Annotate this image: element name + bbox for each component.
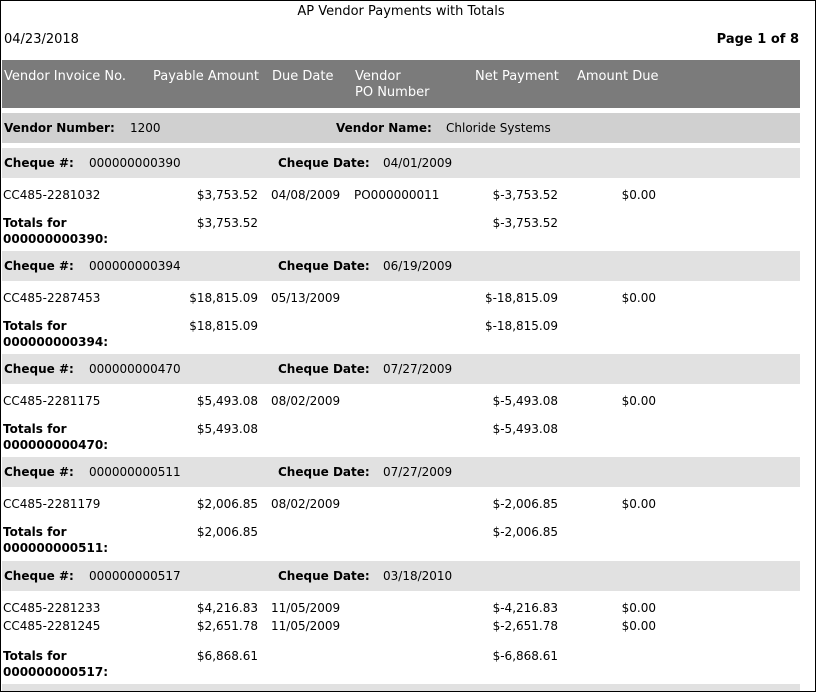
amount-due: $0.00: [621, 394, 656, 408]
totals-for-label: Totals for: [3, 525, 67, 539]
total-net-payment: $-6,868.61: [492, 649, 558, 663]
cheque-number: 000000000390: [89, 156, 181, 170]
cheque-band: [2, 251, 800, 281]
col-vendor-invoice: Vendor Invoice No.: [4, 69, 126, 84]
due-date: 05/13/2009: [271, 291, 341, 305]
due-date: 04/08/2009: [271, 188, 341, 202]
cheque-date-label: Cheque Date:: [278, 465, 370, 479]
col-due-date: Due Date: [272, 69, 334, 84]
payable-amount: $18,815.09: [189, 291, 258, 305]
vendor-band: [2, 113, 800, 143]
totals-cheque-number: 000000000511:: [3, 541, 108, 555]
cheque-number-label: Cheque #:: [4, 569, 74, 583]
cheque-date: 03/18/2010: [383, 569, 453, 583]
payable-amount: $2,651.78: [196, 619, 258, 633]
invoice-number: CC485-2281245: [3, 619, 101, 633]
invoice-row: [1, 394, 801, 410]
due-date: 08/02/2009: [271, 497, 341, 511]
cheque-totals: [1, 216, 801, 250]
amount-due: $0.00: [621, 619, 656, 633]
cheque-number: 000000000394: [89, 259, 181, 273]
cheque-date: 06/19/2009: [383, 259, 453, 273]
net-payment: $-2,006.85: [492, 497, 558, 511]
invoice-row: [1, 497, 801, 513]
cheque-totals: [1, 319, 801, 353]
total-net-payment: $-3,753.52: [492, 216, 558, 230]
total-payable-amount: $18,815.09: [189, 319, 258, 333]
cheque-totals: [1, 525, 801, 559]
cheque-band: [2, 354, 800, 384]
totals-cheque-number: 000000000394:: [3, 335, 108, 349]
cheque-date-label: Cheque Date:: [278, 569, 370, 583]
next-cheque-band: [2, 684, 800, 692]
col-net-payment: Net Payment: [475, 69, 559, 84]
invoice-number: CC485-2281175: [3, 394, 101, 408]
cheque-number: 000000000470: [89, 362, 181, 376]
due-date: 11/05/2009: [271, 619, 341, 633]
amount-due: $0.00: [621, 291, 656, 305]
cheque-totals: [1, 649, 801, 683]
totals-for-label: Totals for: [3, 319, 67, 333]
total-net-payment: $-18,815.09: [484, 319, 558, 333]
totals-cheque-number: 000000000517:: [3, 665, 108, 679]
vendor-number: 1200: [130, 121, 161, 135]
cheque-date-label: Cheque Date:: [278, 362, 370, 376]
net-payment: $-3,753.52: [492, 188, 558, 202]
invoice-number: CC485-2287453: [3, 291, 101, 305]
cheque-band: [2, 457, 800, 487]
total-net-payment: $-5,493.08: [492, 422, 558, 436]
report-title: AP Vendor Payments with Totals: [297, 4, 505, 19]
payable-amount: $5,493.08: [196, 394, 258, 408]
col-payable-amount: Payable Amount: [153, 69, 259, 84]
net-payment: $-5,493.08: [492, 394, 558, 408]
payable-amount: $3,753.52: [196, 188, 258, 202]
cheque-band: [2, 148, 800, 178]
net-payment: $-2,651.78: [492, 619, 558, 633]
invoice-row: [1, 601, 801, 617]
due-date: 11/05/2009: [271, 601, 341, 615]
invoice-row: [1, 619, 801, 635]
net-payment: $-4,216.83: [492, 601, 558, 615]
net-payment: $-18,815.09: [484, 291, 558, 305]
amount-due: $0.00: [621, 497, 656, 511]
amount-due: $0.00: [621, 601, 656, 615]
cheque-band: [2, 561, 800, 591]
totals-for-label: Totals for: [3, 422, 67, 436]
col-amount-due: Amount Due: [577, 69, 659, 84]
cheque-number-label: Cheque #:: [4, 465, 74, 479]
totals-cheque-number: 000000000390:: [3, 232, 108, 246]
report-date: 04/23/2018: [4, 32, 79, 47]
cheque-number-label: Cheque #:: [4, 259, 74, 273]
amount-due: $0.00: [621, 188, 656, 202]
total-net-payment: $-2,006.85: [492, 525, 558, 539]
column-header-bar: [2, 60, 800, 108]
total-payable-amount: $2,006.85: [196, 525, 258, 539]
cheque-date-label: Cheque Date:: [278, 156, 370, 170]
cheque-number: 000000000517: [89, 569, 181, 583]
cheque-number: 000000000511: [89, 465, 181, 479]
col-vendor-po-line2: PO Number: [355, 85, 430, 100]
cheque-number-label: Cheque #:: [4, 156, 74, 170]
cheque-number-label: Cheque #:: [4, 362, 74, 376]
cheque-date: 07/27/2009: [383, 465, 453, 479]
cheque-date-label: Cheque Date:: [278, 259, 370, 273]
invoice-number: CC485-2281233: [3, 601, 101, 615]
total-payable-amount: $6,868.61: [196, 649, 258, 663]
page-indicator: Page 1 of 8: [716, 32, 799, 47]
totals-cheque-number: 000000000470:: [3, 438, 108, 452]
invoice-number: CC485-2281032: [3, 188, 101, 202]
due-date: 08/02/2009: [271, 394, 341, 408]
total-payable-amount: $5,493.08: [196, 422, 258, 436]
col-vendor-po-line1: Vendor: [355, 69, 401, 84]
cheque-date: 07/27/2009: [383, 362, 453, 376]
invoice-row: [1, 188, 801, 204]
cheque-totals: [1, 422, 801, 456]
invoice-row: [1, 291, 801, 307]
invoice-number: CC485-2281179: [3, 497, 101, 511]
total-payable-amount: $3,753.52: [196, 216, 258, 230]
payable-amount: $4,216.83: [196, 601, 258, 615]
totals-for-label: Totals for: [3, 216, 67, 230]
vendor-name-label: Vendor Name:: [336, 121, 432, 135]
vendor-name: Chloride Systems: [446, 121, 551, 135]
payable-amount: $2,006.85: [196, 497, 258, 511]
cheque-date: 04/01/2009: [383, 156, 453, 170]
vendor-number-label: Vendor Number:: [4, 121, 115, 135]
totals-for-label: Totals for: [3, 649, 67, 663]
vendor-po-number: PO000000011: [354, 188, 440, 202]
